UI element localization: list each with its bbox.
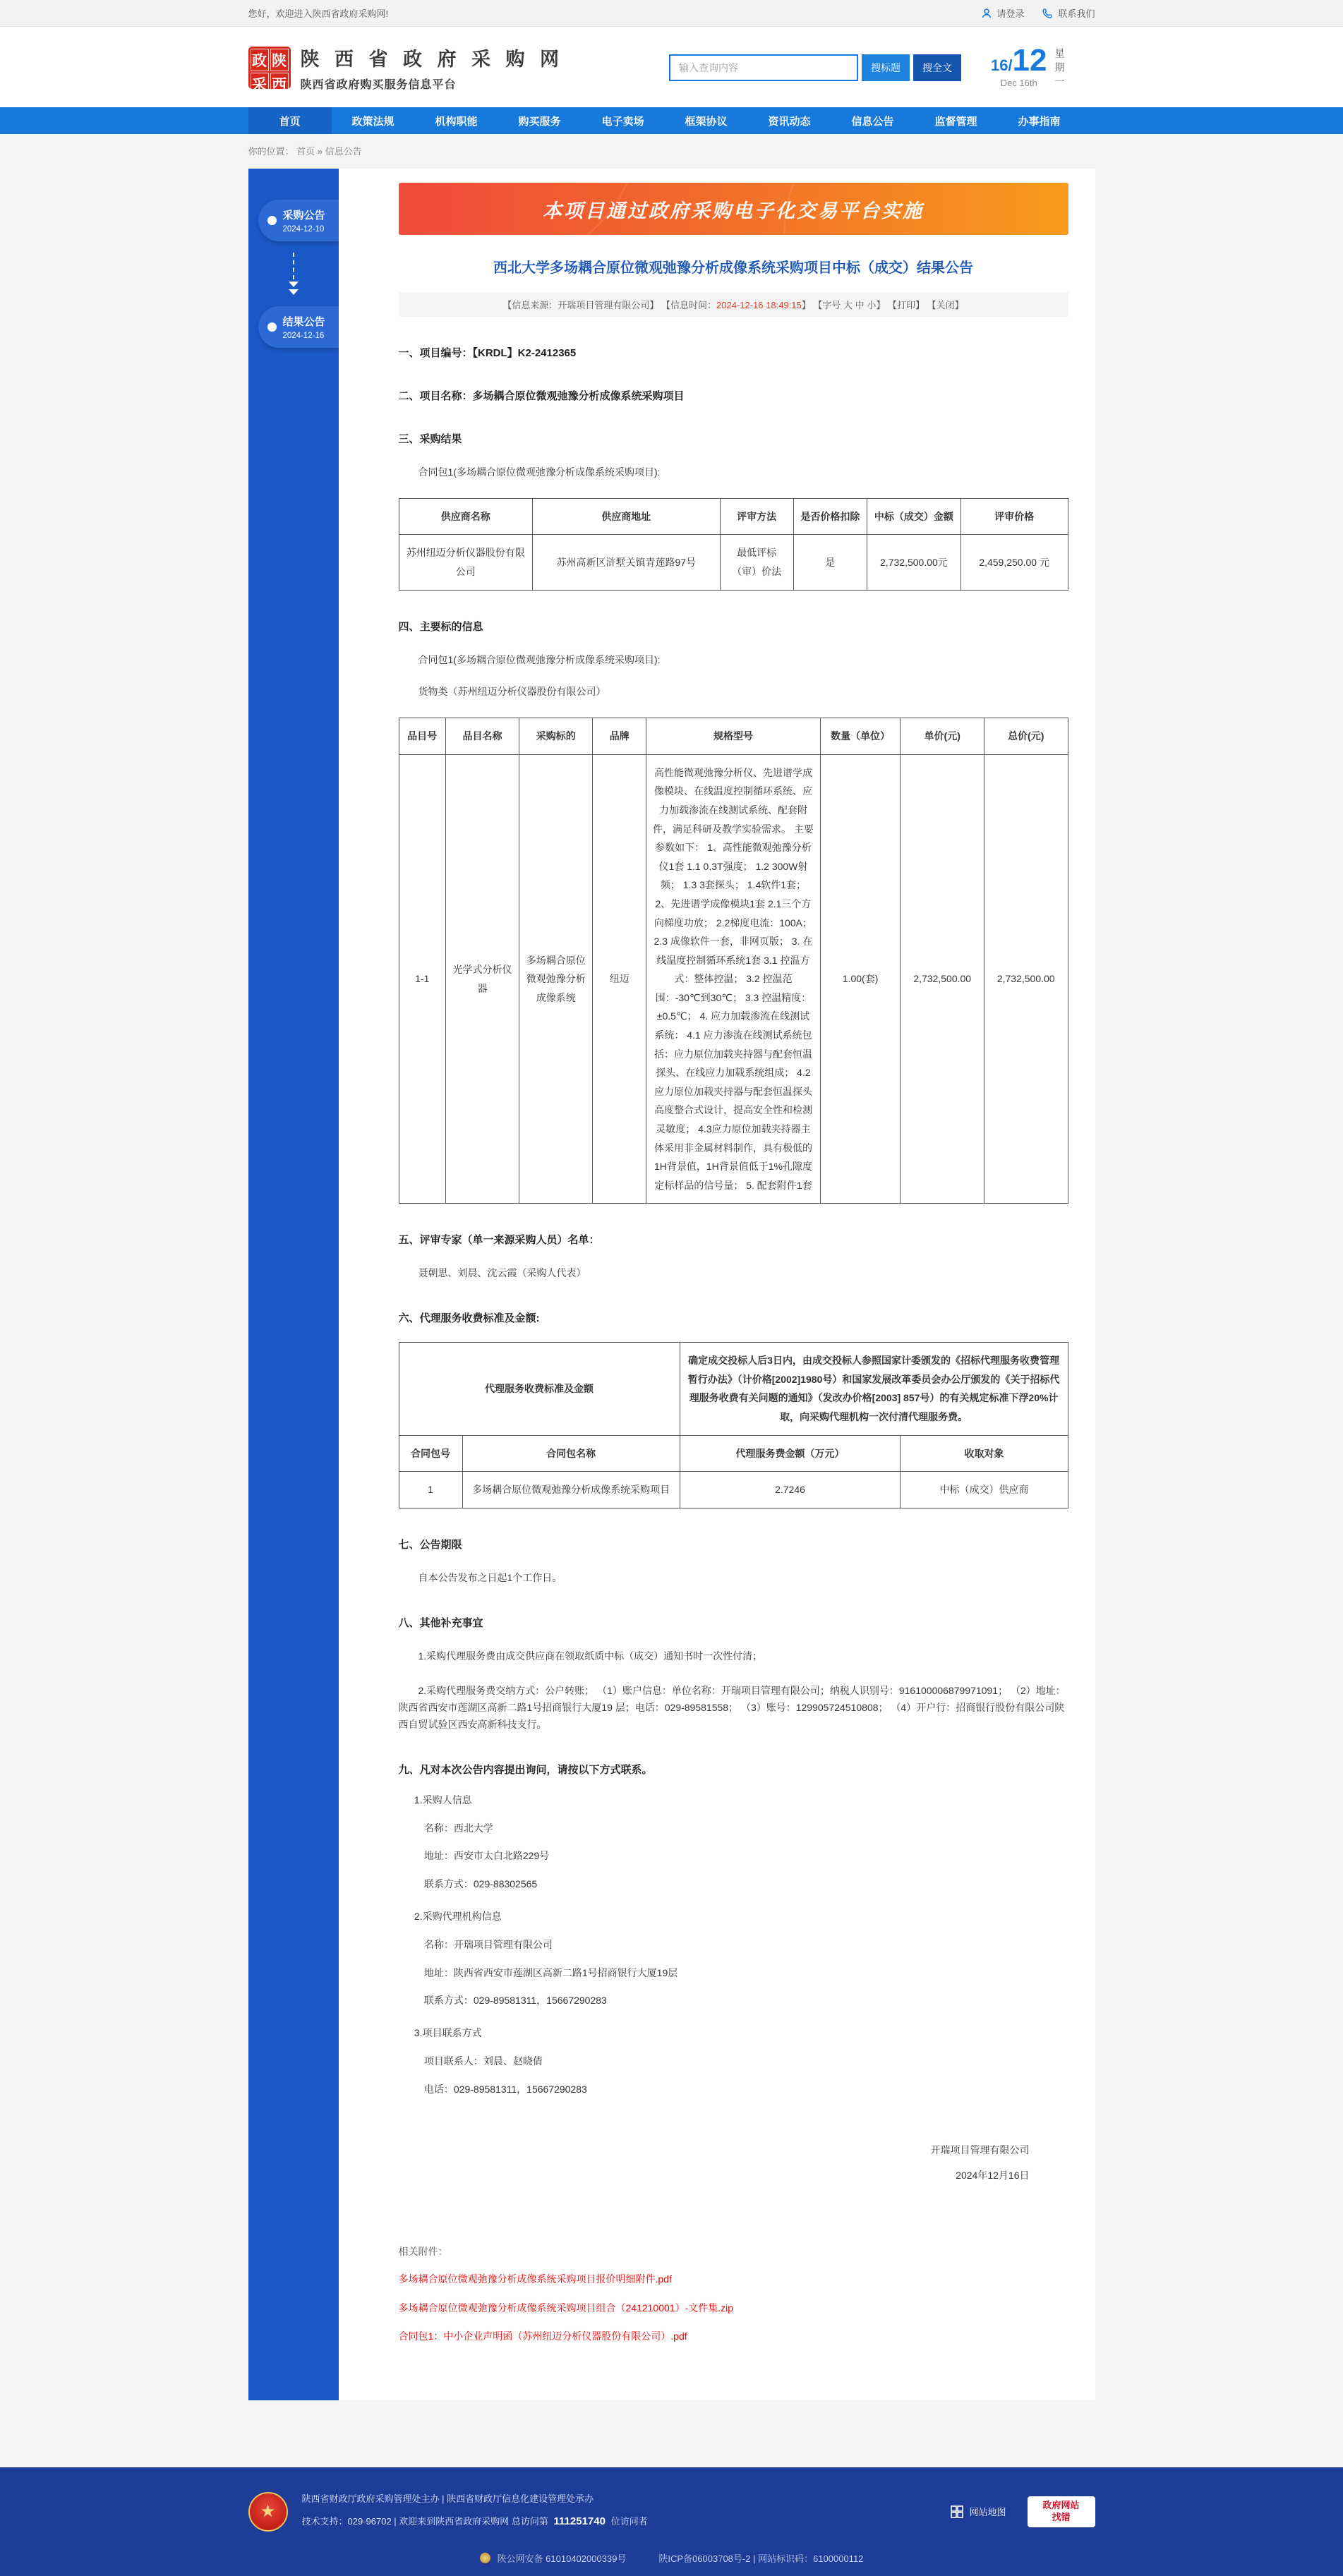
section-4-package: 合同包1(多场耦合原位微观弛豫分析成像系统采购项目): <box>418 653 661 665</box>
purchaser-name: 名称：西北大学 <box>423 1822 493 1834</box>
seal-char: 陕 <box>270 49 289 71</box>
timeline-item-title: 结果公告 <box>282 316 325 328</box>
supplement-item-2: 2.采购代理服务费交纳方式：公户转账； （1）账户信息：单位名称：开瑞项目管理有限公司；纳税人识别号：916100006879971091； （2）地址：陕西省西安市莲湖区高新二路1号招商银行大厦19 层；电话：029-89581558； （3）账号：129905724510808； （4）开户行：招商银行股份有限公司陕西自贸试验区西安高新科技支行。 <box>398 1685 1066 1730</box>
footer-emblem-icon: ★ <box>248 2492 288 2532</box>
contact-link[interactable] <box>1042 6 1095 20</box>
section-1-heading: 一、项目编号：【KRDL】K2-2412365 <box>398 347 577 359</box>
supplier-address-cell: 苏州高新区浒墅关镇青莲路97号 <box>533 535 720 590</box>
agency-fee-table <box>399 1342 1068 1508</box>
nav-item-e-mall[interactable]: 电子卖场 <box>601 115 644 128</box>
fee-standard-text-cell: 确定成交投标人后3日内，由成交投标人参照国家计委颁发的《招标代理服务收费管理暂行办法》（计价格[2002]1980号）和国家发展改革委员会办公厅颁发的《关于招标代理服务收费有关问题的通知》（发改办价格[2003] 857号）的有关规定标准下浮20%计取，向采购代理机构一次付清代理服务费。 <box>680 1343 1068 1435</box>
public-security-badge-icon <box>480 2553 490 2563</box>
total-price-cell: 2,732,500.00 <box>984 754 1068 1204</box>
date-widget <box>991 45 1095 90</box>
table-row <box>399 754 1068 1204</box>
project-contact-title: 3.项目联系方式 <box>414 2027 482 2039</box>
footer-support-prefix: 技术支持：029-96702 | 欢迎来到陕西省政府采购网 总访问第 <box>301 2516 548 2527</box>
font-size-large-button[interactable]: 大 <box>843 300 853 310</box>
footer-support-line <box>302 2510 648 2534</box>
agency-info-title: 2.采购代理机构信息 <box>414 1910 502 1922</box>
welcome-text: 您好，欢迎进入陕西省政府采购网! <box>248 8 389 19</box>
table-header-cell: 评审价格 <box>960 498 1068 535</box>
signature-block <box>399 2137 1068 2189</box>
site-subtitle: 陕西省政府购买服务信息平台 <box>300 79 457 91</box>
nav-item-guide[interactable]: 办事指南 <box>1018 115 1061 128</box>
package-no-cell: 1 <box>399 1472 462 1508</box>
section-2-heading: 二、项目名称：多场耦合原位微观弛豫分析成像系统采购项目 <box>398 390 685 402</box>
sitemap-grid-icon <box>951 2505 963 2518</box>
section-9-heading: 九、凡对本次公告内容提出询问，请按以下方式联系。 <box>398 1763 653 1776</box>
table-header-cell: 是否价格扣除 <box>793 498 867 535</box>
breadcrumb <box>248 134 1095 169</box>
attachments-section <box>399 2244 1068 2344</box>
timeline-dot <box>267 216 277 225</box>
search-fulltext-button[interactable]: 搜全文 <box>913 54 961 81</box>
nav-item-purchase-service[interactable]: 购买服务 <box>518 115 561 128</box>
breadcrumb-home-link[interactable]: 首页 <box>296 146 315 157</box>
nav-item-framework[interactable]: 框架协议 <box>685 115 728 128</box>
item-name-cell: 光学式分析仪器 <box>445 754 519 1204</box>
section-7-heading: 七、公告期限 <box>398 1538 462 1551</box>
nav-item-policy[interactable]: 政策法规 <box>351 115 395 128</box>
purchaser-address: 地址：西安市太白北路229号 <box>423 1850 550 1862</box>
font-size-medium-button[interactable]: 中 <box>855 300 865 310</box>
footer-record-line <box>248 2551 1095 2565</box>
section-4-category: 货物类（苏州纽迈分析仪器股份有限公司） <box>418 686 606 698</box>
signature-company: 开瑞项目管理有限公司 <box>930 2143 1030 2155</box>
user-icon <box>981 8 992 19</box>
section-5-heading: 五、评审专家（单一来源采购人员）名单： <box>398 1234 600 1247</box>
nav-item-notices[interactable]: 信息公告 <box>851 115 894 128</box>
review-method-cell: 最低评标（审）价法 <box>720 535 793 590</box>
table-header-cell: 采购标的 <box>519 718 593 755</box>
search-input[interactable] <box>669 54 858 81</box>
seal-char: 政 <box>251 49 269 71</box>
table-header-cell: 合同包名称 <box>462 1435 680 1472</box>
table-header-cell: 供应商名称 <box>399 498 533 535</box>
badge-line-2: 找错 <box>1052 2511 1071 2522</box>
bid-target-table <box>399 718 1068 1204</box>
badge-line-1: 政府网站 <box>1042 2500 1080 2511</box>
main-card <box>248 169 1095 2400</box>
table-header-cell: 品目名称 <box>445 718 519 755</box>
site-header <box>0 27 1343 107</box>
announcement-timeline <box>248 169 339 2400</box>
page-title: 西北大学多场耦合原位微观弛豫分析成像系统采购项目中标（成交）结果公告 <box>493 260 973 276</box>
timeline-item-title: 采购公告 <box>282 210 325 222</box>
notice-period-text: 自本公告发布之日起1个工作日。 <box>418 1571 562 1583</box>
timeline-item-date: 2024-12-10 <box>282 225 325 234</box>
attachment-link-pdf-quote[interactable]: 多场耦合原位微观弛豫分析成像系统采购项目报价明细附件.pdf <box>398 2273 672 2285</box>
date-english: Dec 16th <box>1000 78 1037 88</box>
nav-item-functions[interactable]: 机构职能 <box>435 115 478 128</box>
table-header-cell: 数量（单位） <box>820 718 901 755</box>
qty-cell: 1.00(套) <box>820 754 901 1204</box>
meta-time-end: 】 <box>801 300 811 310</box>
attachment-link-zip-fileset[interactable]: 多场耦合原位微观弛豫分析成像系统采购项目组合（241210001）-文件集.zip <box>398 2302 734 2314</box>
footer-support-suffix: 位访问者 <box>610 2516 648 2527</box>
unit-price-cell: 2,732,500.00 <box>901 754 984 1204</box>
procurement-result-table <box>399 498 1068 591</box>
agency-contact: 联系方式：029-89581311，15667290283 <box>423 1995 607 2007</box>
attachment-link-pdf-sme-declaration[interactable]: 合同包1：中小企业声明函（苏州纽迈分析仪器股份有限公司）.pdf <box>398 2330 687 2342</box>
date-month: 12 <box>1012 43 1047 78</box>
target-cell: 多场耦合原位微观弛豫分析成像系统 <box>519 754 593 1204</box>
footer <box>0 2467 1343 2575</box>
breadcrumb-current[interactable]: 信息公告 <box>325 146 362 157</box>
table-header-cell: 收取对象 <box>901 1435 1068 1472</box>
footer-organizer-line: 陕西省财政厅政府采购管理处主办 | 陕西省财政厅信息化建设管理处承办 <box>301 2493 594 2505</box>
section-8-heading: 八、其他补充事宜 <box>398 1616 483 1629</box>
purchaser-contact: 联系方式：029-88302565 <box>423 1878 538 1890</box>
table-header-cell: 品牌 <box>593 718 646 755</box>
supplement-item-1: 1.采购代理服务费由成交供应商在领取纸质中标（成交）通知书时一次性付清； <box>418 1650 763 1662</box>
timeline-arrow-icon <box>248 253 339 295</box>
fee-amount-cell: 2.7246 <box>680 1472 901 1508</box>
brand-cell: 纽迈 <box>593 754 646 1204</box>
table-row <box>399 1472 1068 1508</box>
article-panel <box>339 169 1095 2400</box>
platform-banner <box>399 183 1068 235</box>
table-header-cell: 供应商地址 <box>533 498 720 535</box>
table-header-cell: 单价(元) <box>901 718 984 755</box>
attachments-label: 相关附件： <box>398 2246 448 2258</box>
table-row <box>399 535 1068 590</box>
public-security-record[interactable]: 陕公网安备 61010402000339号 <box>497 2553 627 2564</box>
expert-names: 聂朝思、刘晨、沈云霞（采购人代表） <box>418 1267 586 1279</box>
section-3-package: 合同包1(多场耦合原位微观弛豫分析成像系统采购项目): <box>418 466 661 478</box>
table-header-cell: 品目号 <box>399 718 445 755</box>
nav-item-news[interactable]: 资讯动态 <box>768 115 811 128</box>
section-4-heading: 四、主要标的信息 <box>398 620 483 633</box>
meta-source: 【信息来源：开瑞项目管理有限公司】 <box>502 300 659 310</box>
table-header-cell: 评审方法 <box>720 498 793 535</box>
seal-char: 采 <box>251 73 269 95</box>
close-button[interactable]: 【关闭】 <box>927 300 964 310</box>
agency-address: 地址：陕西省西安市莲湖区高新二路1号招商银行大厦19层 <box>423 1966 678 1978</box>
icp-record: 陕ICP备06003708号-2 | 网站标识码：6100000112 <box>658 2553 864 2564</box>
spec-cell: 高性能微观弛豫分析仪、先进谱学成像模块、在线温度控制循环系统、应力加载渗流在线测试系统、配套附件，满足科研及教学实验需求。 主要参数如下： 1、高性能微观弛豫分析仪1套 1.1 0.3T强度； 1.2 300W射频； 1.3 3套探头； 1.4软件1套； 2、先进谱学成像模块1套 2.1三个方向梯度功放； 2.2梯度电流：100A； 2.3 成像软件一套，非网页版； 3. 在线温度控制循环系统1套 3.1 控温方式：整体控温； 3.2 控温范围：-30℃到30℃； 3.3 控温精度：±0.5℃； 4. 应力加载渗流在线测试系统： 4.1 应力渗流在线测试系统包括：应力原位加载夹持器与配套恒温探头、在线应力加载系统组成； 4.2应力原位加载夹持器与配套恒温探头高度整合式设计，提高安全性和检测灵敏度； 4.3应力原位加载夹持器主体采用非金属材料制作，具有极低的1H背景值，1H背景值低于1%孔隙度定标样品的信号量； 5. 配套附件1套 <box>646 754 820 1204</box>
date-weekday: 星期一 <box>1054 48 1066 90</box>
phone-icon <box>1042 8 1054 19</box>
meta-time-label: 【信息时间： <box>661 300 717 310</box>
breadcrumb-separator: » <box>317 146 323 157</box>
platform-banner-text: 本项目通过政府采购电子化交易平台实施 <box>543 200 924 222</box>
award-amount-cell: 2,732,500.00元 <box>867 535 961 590</box>
table-header-cell: 合同包号 <box>399 1435 462 1472</box>
table-header-cell: 总价(元) <box>984 718 1068 755</box>
timeline-item-result-notice[interactable] <box>258 306 339 348</box>
review-price-cell: 2,459,250.00 元 <box>960 535 1068 590</box>
meta-time: 2024-12-16 18:49:15 <box>716 300 802 310</box>
nav-item-supervision[interactable]: 监督管理 <box>934 115 977 128</box>
package-name-cell: 多场耦合原位微观弛豫分析成像系统采购项目 <box>462 1472 680 1508</box>
main-nav <box>0 107 1343 134</box>
contact-label: 联系我们 <box>1058 8 1095 19</box>
purchaser-info-title: 1.采购人信息 <box>414 1794 472 1806</box>
seal-char: 西 <box>270 73 289 95</box>
timeline-item-date: 2024-12-16 <box>282 332 325 340</box>
nav-item-home[interactable]: 首页 <box>248 107 332 134</box>
print-button[interactable]: 【打印】 <box>887 300 925 310</box>
topbar <box>0 0 1343 27</box>
timeline-item-procurement-notice[interactable] <box>258 200 339 241</box>
sitemap-link[interactable] <box>951 2505 1006 2518</box>
search-title-button[interactable]: 搜标题 <box>862 54 910 81</box>
supplier-name-cell: 苏州纽迈分析仪器股份有限公司 <box>399 535 533 590</box>
fee-payer-cell: 中标（成交）供应商 <box>901 1472 1068 1508</box>
fee-standard-label-cell: 代理服务收费标准及金额 <box>399 1343 680 1435</box>
section-3-heading: 三、采购结果 <box>398 433 462 445</box>
signature-date: 2024年12月16日 <box>956 2169 1030 2181</box>
gov-site-error-report-badge[interactable] <box>1028 2496 1095 2527</box>
site-title: 陕 西 省 政 府 采 购 网 <box>300 49 565 70</box>
table-header-cell: 中标（成交）金额 <box>867 498 961 535</box>
sitemap-label: 网站地图 <box>969 2507 1006 2518</box>
login-link[interactable] <box>981 6 1024 20</box>
visitor-count: 111251740 <box>553 2515 606 2528</box>
login-label: 请登录 <box>996 8 1025 19</box>
table-header-cell: 规格型号 <box>646 718 820 755</box>
date-day: 16/ <box>990 56 1013 74</box>
timeline-dot <box>267 322 277 332</box>
agency-name: 名称：开瑞项目管理有限公司 <box>423 1938 553 1950</box>
project-contact-phone: 电话：029-89581311，15667290283 <box>423 2083 587 2095</box>
table-header-cell: 代理服务费金额（万元） <box>680 1435 901 1472</box>
meta-font-label: 【字号 <box>813 300 841 310</box>
breadcrumb-label: 你的位置： <box>248 146 294 157</box>
price-deduction-cell: 是 <box>793 535 867 590</box>
project-contact-person: 项目联系人：刘晨、赵晓倩 <box>423 2055 543 2067</box>
font-size-small-button[interactable]: 小 <box>867 300 877 310</box>
article-meta-bar <box>399 292 1068 317</box>
section-6-heading: 六、代理服务收费标准及金额: <box>398 1312 540 1325</box>
meta-font-end: 】 <box>876 300 886 310</box>
item-no-cell: 1-1 <box>399 754 445 1204</box>
site-logo <box>248 47 291 93</box>
